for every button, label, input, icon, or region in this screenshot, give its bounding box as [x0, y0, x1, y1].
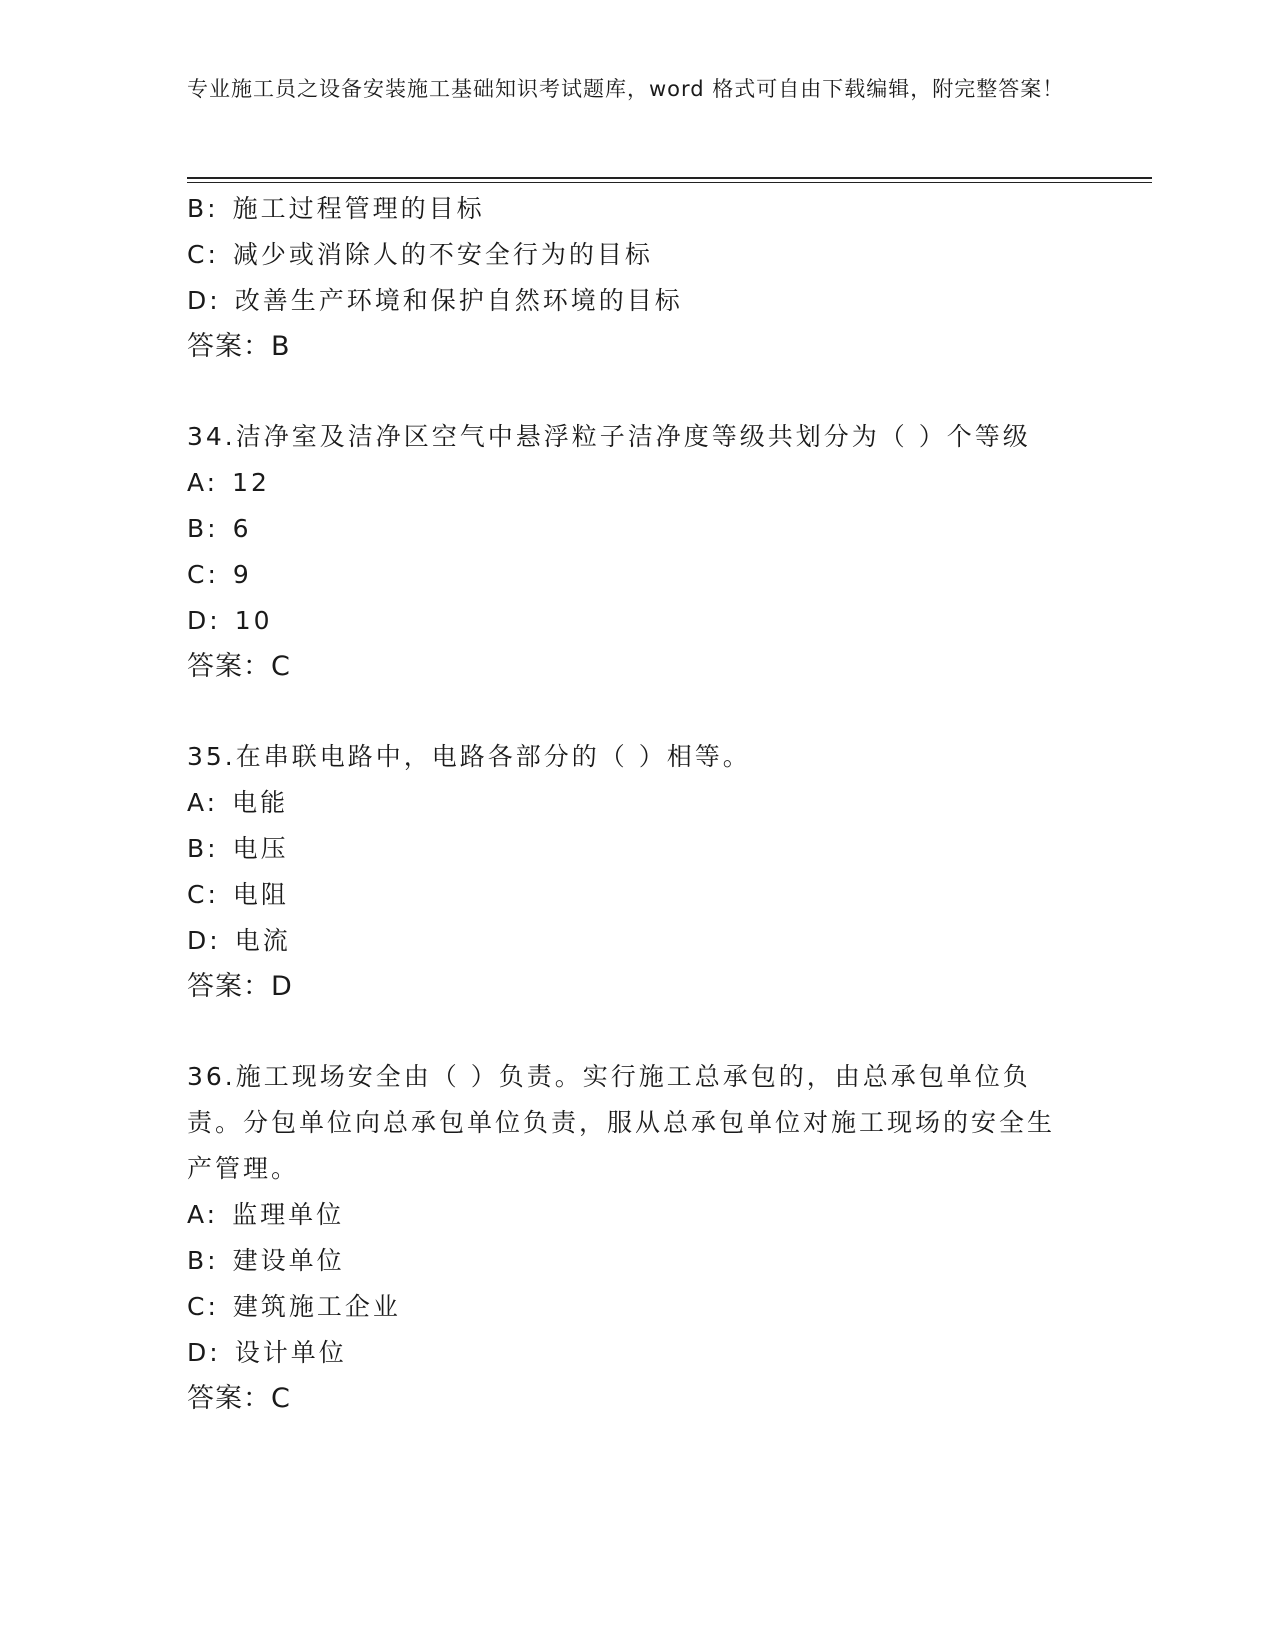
option-text: 施工过程管理的目标 — [232, 194, 485, 223]
option-letter: A: — [187, 1200, 219, 1229]
previous-question-tail — [187, 186, 1077, 370]
option-letter: C: — [187, 240, 219, 269]
option-text: 设计单位 — [234, 1338, 347, 1367]
option-text: 电流 — [234, 926, 291, 955]
option-letter: C: — [187, 560, 219, 589]
question-34 — [187, 414, 1077, 690]
question-stem: 34.洁净室及洁净区空气中悬浮粒子洁净度等级共划分为（ ）个等级 — [187, 422, 1031, 451]
option-letter: B: — [187, 514, 219, 543]
question-list — [187, 186, 1077, 1422]
option-row — [187, 460, 1077, 506]
option-row — [187, 186, 1077, 232]
option-letter: A: — [187, 468, 219, 497]
document-header: 专业施工员之设备安装施工基础知识考试题库，word 格式可自由下载编辑，附完整答案！ — [187, 77, 1065, 101]
option-row — [187, 278, 1077, 324]
option-text: 电能 — [232, 788, 289, 817]
option-text: 10 — [234, 606, 273, 635]
header-divider-thin — [187, 182, 1152, 183]
question-stem: 36.施工现场安全由（ ）负责。实行施工总承包的，由总承包单位负责。分包单位向总承包单位负责，服从总承包单位对施工现场的安全生产管理。 — [187, 1062, 1056, 1183]
option-text: 电阻 — [232, 880, 289, 909]
option-letter: C: — [187, 880, 219, 909]
option-row — [187, 780, 1077, 826]
option-row — [187, 1330, 1077, 1376]
option-letter: B: — [187, 194, 219, 223]
option-row — [187, 1238, 1077, 1284]
option-text: 减少或消除人的不安全行为的目标 — [232, 240, 653, 269]
option-text: 6 — [232, 514, 252, 543]
option-letter: A: — [187, 788, 219, 817]
answer-line: 答案：C — [187, 1383, 291, 1414]
question-stem: 35.在串联电路中，电路各部分的（ ）相等。 — [187, 742, 751, 771]
spacer — [187, 1010, 1077, 1054]
option-row — [187, 552, 1077, 598]
option-row — [187, 1284, 1077, 1330]
option-letter: B: — [187, 1246, 219, 1275]
option-text: 9 — [232, 560, 252, 589]
option-row — [187, 598, 1077, 644]
option-row — [187, 1192, 1077, 1238]
question-36 — [187, 1054, 1077, 1422]
option-text: 建筑施工企业 — [232, 1292, 401, 1321]
answer-line: 答案：C — [187, 651, 291, 682]
option-text: 建设单位 — [232, 1246, 345, 1275]
option-row — [187, 506, 1077, 552]
answer-line: 答案：B — [187, 331, 291, 362]
option-text: 改善生产环境和保护自然环境的目标 — [234, 286, 683, 315]
option-letter: D: — [187, 606, 221, 635]
option-letter: B: — [187, 834, 219, 863]
option-letter: D: — [187, 1338, 221, 1367]
spacer — [187, 690, 1077, 734]
option-letter: D: — [187, 286, 221, 315]
option-text: 电压 — [232, 834, 289, 863]
option-row — [187, 918, 1077, 964]
option-row — [187, 826, 1077, 872]
answer-line: 答案：D — [187, 971, 293, 1002]
option-text: 12 — [232, 468, 270, 497]
option-letter: D: — [187, 926, 221, 955]
question-35 — [187, 734, 1077, 1010]
option-text: 监理单位 — [232, 1200, 345, 1229]
option-letter: C: — [187, 1292, 219, 1321]
header-divider — [187, 177, 1152, 179]
spacer — [187, 370, 1077, 414]
option-row — [187, 872, 1077, 918]
option-row — [187, 232, 1077, 278]
